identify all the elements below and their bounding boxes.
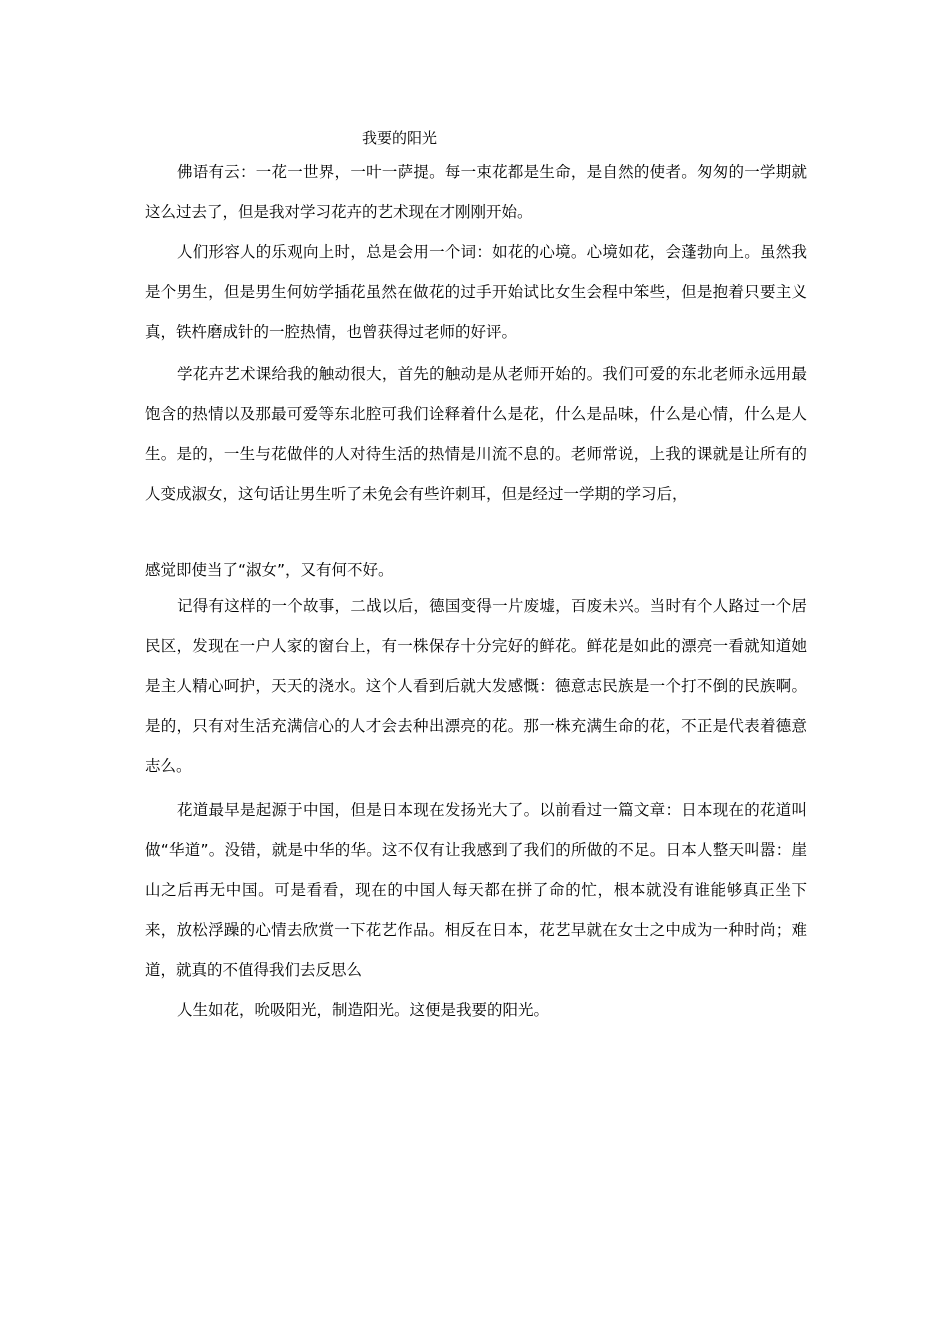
paragraph-3: 学花卉艺术课给我的触动很大，首先的触动是从老师开始的。我们可爱的东北老师永远用最饱含的热情以及那最可爱等东北腔可我们诠释着什么是花，什么是品味，什么是心情，什么是人生。是的，一生与花做伴的人对待生活的热情是川流不息的。老师常说，上我的课就是让所有的人变成淑女，这句话让男生听了未免会有些许刺耳，但是经过一学期的学习后， — [145, 365, 807, 503]
paragraph-5: 记得有这样的一个故事，二战以后，德国变得一片废墟，百废未兴。当时有个人路过一个居民区，发现在一户人家的窗台上，有一株保存十分完好的鲜花。鲜花是如此的漂亮一看就知道她是主人精心呵护，天天的浇水。这个人看到后就大发感慨：德意志民族是一个打不倒的民族啊。是的，只有对生活充满信心的人才会去种出漂亮的花。那一株充满生命的花，不正是代表着德意志么。 — [145, 597, 807, 775]
paragraph-2: 人们形容人的乐观向上时，总是会用一个词：如花的心境。心境如花，会蓬勃向上。虽然我是个男生，但是男生何妨学插花虽然在做花的过手开始试比女生会程中笨些，但是抱着只要主义真，铁杵磨成针的一腔热情，也曾获得过老师的好评。 — [145, 243, 807, 341]
paragraph-1: 佛语有云：一花一世界，一叶一萨提。每一束花都是生命，是自然的使者。匆匆的一学期就这么过去了，但是我对学习花卉的艺术现在才刚刚开始。 — [145, 163, 807, 221]
document-title: 我要的阳光 — [362, 129, 438, 147]
paragraph-6: 花道最早是起源于中国，但是日本现在发扬光大了。以前看过一篇文章：日本现在的花道叫做“华道”。没错，就是中华的华。这不仅有让我感到了我们的所做的不足。日本人整天叫嚣：崖山之后再无中国。可是看看，现在的中国人每天都在拼了命的忙，根本就没有谁能够真正坐下来，放松浮躁的心情去欣赏一下花艺作品。相反在日本，花艺早就在女士之中成为一种时尚；难道，就真的不值得我们去反思么 — [145, 801, 807, 979]
paragraph-4: 感觉即使当了“淑女”，又有何不好。 — [145, 561, 394, 579]
paragraph-7: 人生如花，吮吸阳光，制造阳光。这便是我要的阳光。 — [177, 1001, 550, 1019]
